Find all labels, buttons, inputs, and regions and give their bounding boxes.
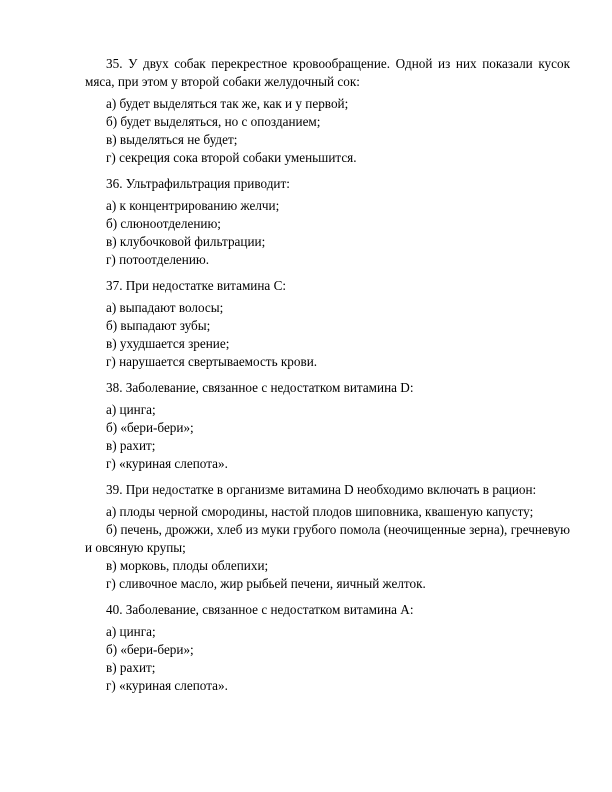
answer-option-d: г) потоотделению. (106, 252, 210, 267)
answer-option-b: б) «бери-бери»; (106, 420, 194, 435)
answer-option-a: а) к концентрированию желчи; (106, 198, 280, 213)
answer-option-c: в) ухудшается зрение; (106, 336, 230, 351)
answer-option-a: а) плоды черной смородины, настой плодов шиповника, квашеную капусту; (106, 504, 534, 519)
answer-option-c: в) рахит; (106, 660, 156, 675)
answer-option-d: г) сливочное масло, жир рыбьей печени, яичный желток. (106, 576, 426, 591)
answer-option-b: б) будет выделяться, но с опозданием; (106, 114, 321, 129)
answer-option-c: в) выделяться не будет; (106, 132, 238, 147)
answer-option-d: г) нарушается свертываемость крови. (106, 354, 318, 369)
answer-option-b: б) печень, дрожжи, хлеб из муки грубого помола (неочищенные зерна), гречневую и овсяную крупы; (85, 522, 570, 555)
answer-option-c: в) клубочковой фильтрации; (106, 234, 266, 249)
answer-option-b: б) «бери-бери»; (106, 642, 194, 657)
question-40 (85, 601, 570, 695)
answer-option-a: а) выпадают волосы; (106, 300, 224, 315)
question-text: 36. Ультрафильтрация приводит: (106, 176, 290, 191)
answer-option-b: б) слюноотделению; (106, 216, 221, 231)
question-36 (85, 175, 570, 269)
answer-option-c: в) морковь, плоды облепихи; (106, 558, 269, 573)
answer-option-a: а) цинга; (106, 402, 156, 417)
answer-option-d: г) секреция сока второй собаки уменьшится. (106, 150, 357, 165)
question-37 (85, 277, 570, 371)
answer-option-b: б) выпадают зубы; (106, 318, 211, 333)
answer-option-a: а) будет выделяться так же, как и у первой; (106, 96, 349, 111)
question-39 (85, 481, 570, 593)
question-text: 39. При недостатке в организме витамина D необходимо включать в рацион: (106, 482, 537, 497)
question-35 (85, 55, 570, 167)
answer-option-c: в) рахит; (106, 438, 156, 453)
question-text: 40. Заболевание, связанное с недостатком витамина А: (106, 602, 414, 617)
question-text: 35. У двух собак перекрестное кровообращение. Одной из них показали кусок мяса, при этом у второй собаки желудочный сок: (85, 56, 570, 89)
question-list (85, 55, 570, 703)
question-text: 38. Заболевание, связанное с недостатком витамина D: (106, 380, 414, 395)
question-text: 37. При недостатке витамина С: (106, 278, 287, 293)
answer-option-a: а) цинга; (106, 624, 156, 639)
question-38 (85, 379, 570, 473)
answer-option-d: г) «куриная слепота». (106, 456, 228, 471)
answer-option-d: г) «куриная слепота». (106, 678, 228, 693)
